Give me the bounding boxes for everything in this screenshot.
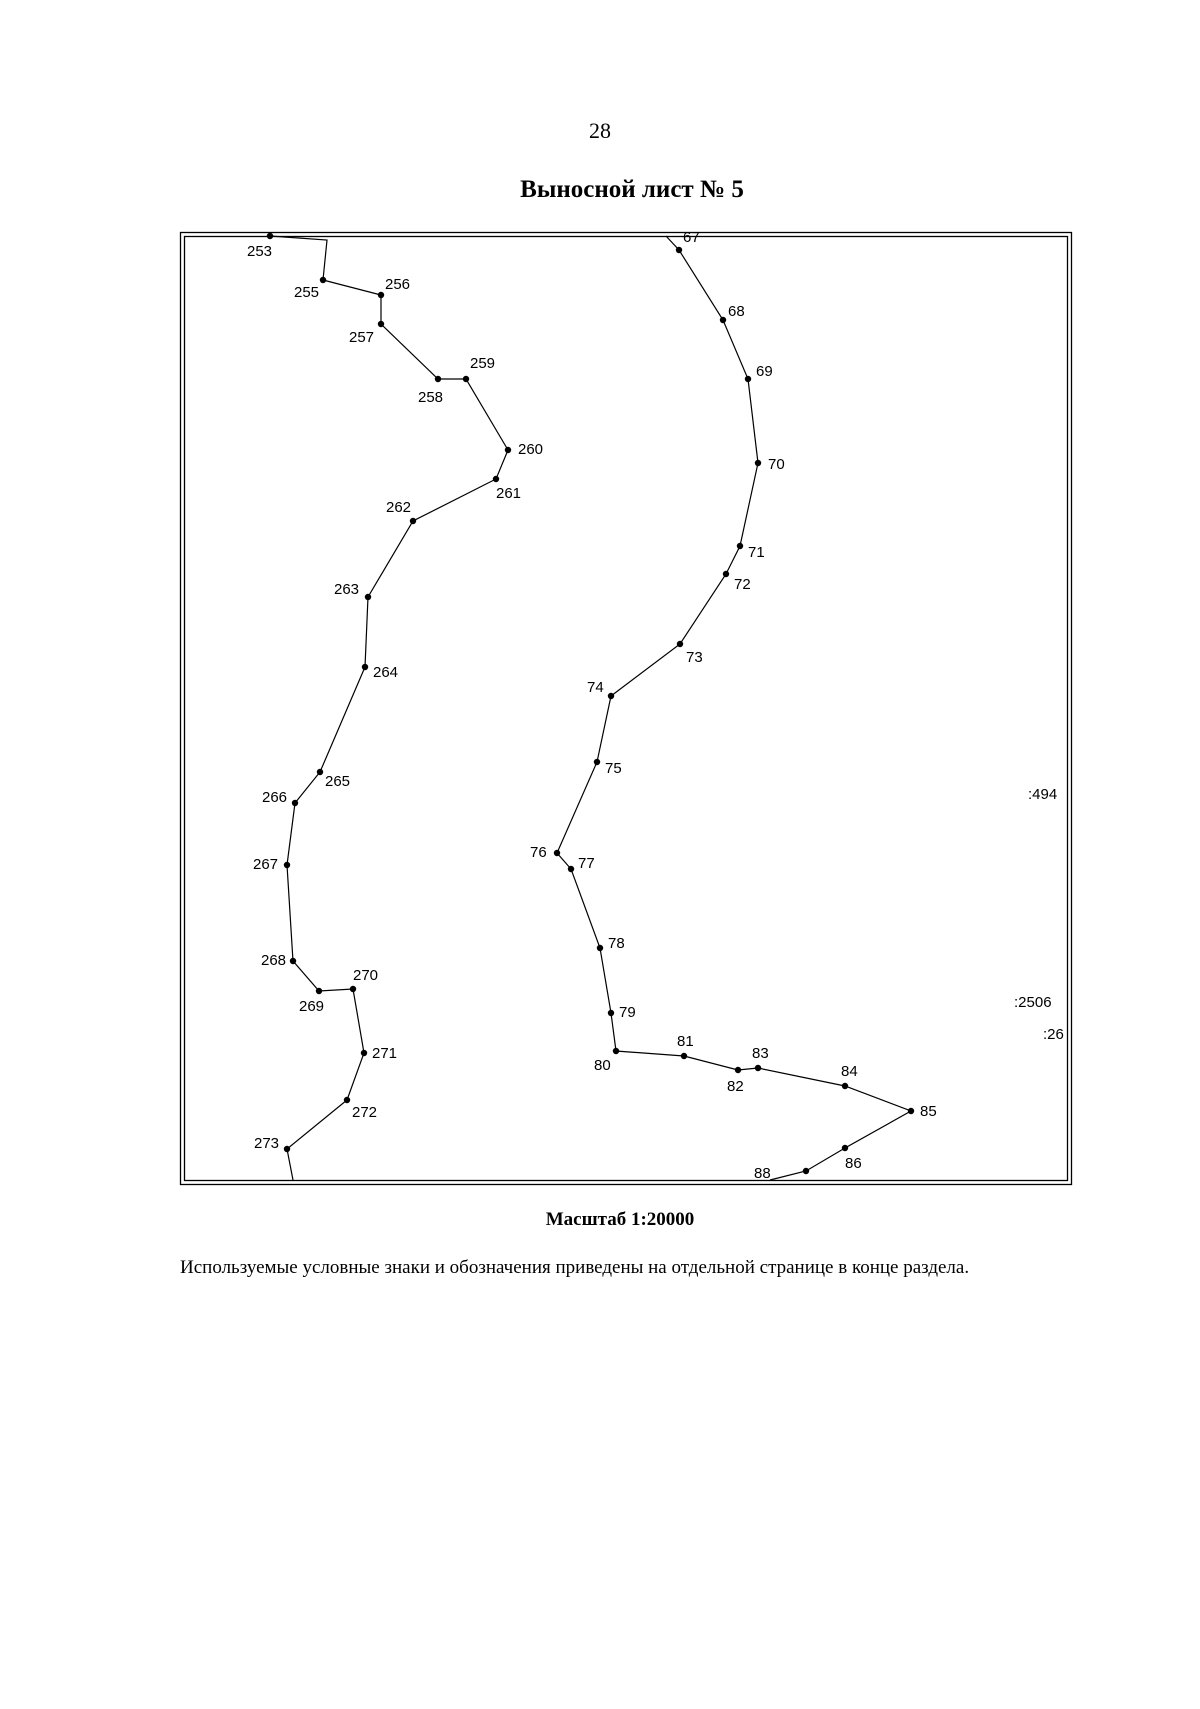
boundary-point-69: [745, 376, 751, 382]
boundary-point-70: [755, 460, 761, 466]
boundary-point-75: [594, 759, 600, 765]
point-label-73: 73: [686, 649, 703, 666]
point-label-253: 253: [247, 243, 273, 260]
boundary-line-right: [557, 236, 911, 1180]
boundary-point-257: [378, 321, 384, 327]
frame-edge-labels: [1014, 786, 1064, 1043]
boundary-point-82: [735, 1067, 741, 1073]
point-label-263: 263: [334, 581, 360, 598]
point-label-86: 86: [845, 1155, 862, 1172]
point-label-68: 68: [728, 303, 745, 320]
boundary-point-67: [676, 247, 682, 253]
point-label-259: 259: [470, 355, 496, 372]
boundary-point-273: [284, 1146, 290, 1152]
boundary-point-74: [608, 693, 614, 699]
boundary-point-267: [284, 862, 290, 868]
scale-caption: Масштаб 1:20000: [545, 1209, 695, 1230]
point-label-77: 77: [578, 855, 595, 872]
point-label-261: 261: [496, 485, 522, 502]
boundary-point-77: [568, 866, 574, 872]
boundary-point-83: [755, 1065, 761, 1071]
legend-note: Используемые условные знаки и обозначения приведены на отдельной странице в конце раздела.: [180, 1257, 970, 1278]
point-label-74: 74: [587, 679, 604, 696]
sheet-title: Выносной лист № 5: [520, 176, 744, 203]
point-label-70: 70: [768, 456, 785, 473]
point-label-255: 255: [294, 284, 320, 301]
boundary-point-78: [597, 945, 603, 951]
point-label-260: 260: [518, 441, 544, 458]
boundary-point-268: [290, 958, 296, 964]
boundary-point-88: [803, 1168, 809, 1174]
point-label-258: 258: [418, 389, 444, 406]
point-label-271: 271: [372, 1045, 398, 1062]
boundary-point-272: [344, 1097, 350, 1103]
point-label-267: 267: [253, 856, 279, 873]
edge-label-3: :26: [1043, 1026, 1064, 1043]
boundary-point-76: [554, 850, 560, 856]
page-number: 28: [589, 118, 611, 143]
point-label-269: 269: [299, 998, 325, 1015]
boundary-point-261: [493, 476, 499, 482]
point-label-266: 266: [262, 789, 288, 806]
boundary-point-262: [410, 518, 416, 524]
boundary-point-68: [720, 317, 726, 323]
boundary-point-81: [681, 1053, 687, 1059]
point-label-69: 69: [756, 363, 773, 380]
boundary-point-271: [361, 1050, 367, 1056]
boundary-point-255: [320, 277, 326, 283]
point-label-270: 270: [353, 967, 379, 984]
boundary-point-72: [723, 571, 729, 577]
point-label-75: 75: [605, 760, 622, 777]
point-label-257: 257: [349, 329, 375, 346]
boundary-point-259: [463, 376, 469, 382]
boundary-point-264: [362, 664, 368, 670]
point-label-72: 72: [734, 576, 751, 593]
point-label-80: 80: [594, 1057, 611, 1074]
boundary-point-80: [613, 1048, 619, 1054]
point-label-88: 88: [754, 1165, 771, 1182]
map-frame-inner: [185, 237, 1068, 1181]
boundary-point-85: [908, 1108, 914, 1114]
boundary-point-263: [365, 594, 371, 600]
point-label-76: 76: [530, 844, 547, 861]
boundary-line-left: [270, 236, 508, 1180]
boundary-point-270: [350, 986, 356, 992]
point-label-84: 84: [841, 1063, 858, 1080]
boundary-point-265: [317, 769, 323, 775]
boundary-point-253: [267, 233, 273, 239]
boundary-point-86: [842, 1145, 848, 1151]
boundary-point-84: [842, 1083, 848, 1089]
edge-label-2: :2506: [1014, 994, 1052, 1011]
boundary-point-73: [677, 641, 683, 647]
edge-label-1: :494: [1028, 786, 1058, 803]
boundary-point-266: [292, 800, 298, 806]
boundary-points-right: [530, 229, 937, 1182]
boundary-point-258: [435, 376, 441, 382]
boundary-point-256: [378, 292, 384, 298]
point-label-256: 256: [385, 276, 411, 293]
point-label-82: 82: [727, 1078, 744, 1095]
boundary-point-79: [608, 1010, 614, 1016]
boundary-point-71: [737, 543, 743, 549]
point-label-272: 272: [352, 1104, 378, 1121]
boundary-point-269: [316, 988, 322, 994]
point-label-264: 264: [373, 664, 399, 681]
point-label-268: 268: [261, 952, 287, 969]
point-label-79: 79: [619, 1004, 636, 1021]
point-label-262: 262: [386, 499, 412, 516]
point-label-78: 78: [608, 935, 625, 952]
point-label-265: 265: [325, 773, 351, 790]
point-label-273: 273: [254, 1135, 280, 1152]
map-frame-outer: [181, 233, 1072, 1185]
boundary-point-260: [505, 447, 511, 453]
point-label-71: 71: [748, 544, 765, 561]
point-label-81: 81: [677, 1033, 694, 1050]
boundary-points-left: [247, 233, 543, 1152]
point-label-85: 85: [920, 1103, 937, 1120]
point-label-83: 83: [752, 1045, 769, 1062]
point-label-67: 67: [683, 229, 700, 246]
